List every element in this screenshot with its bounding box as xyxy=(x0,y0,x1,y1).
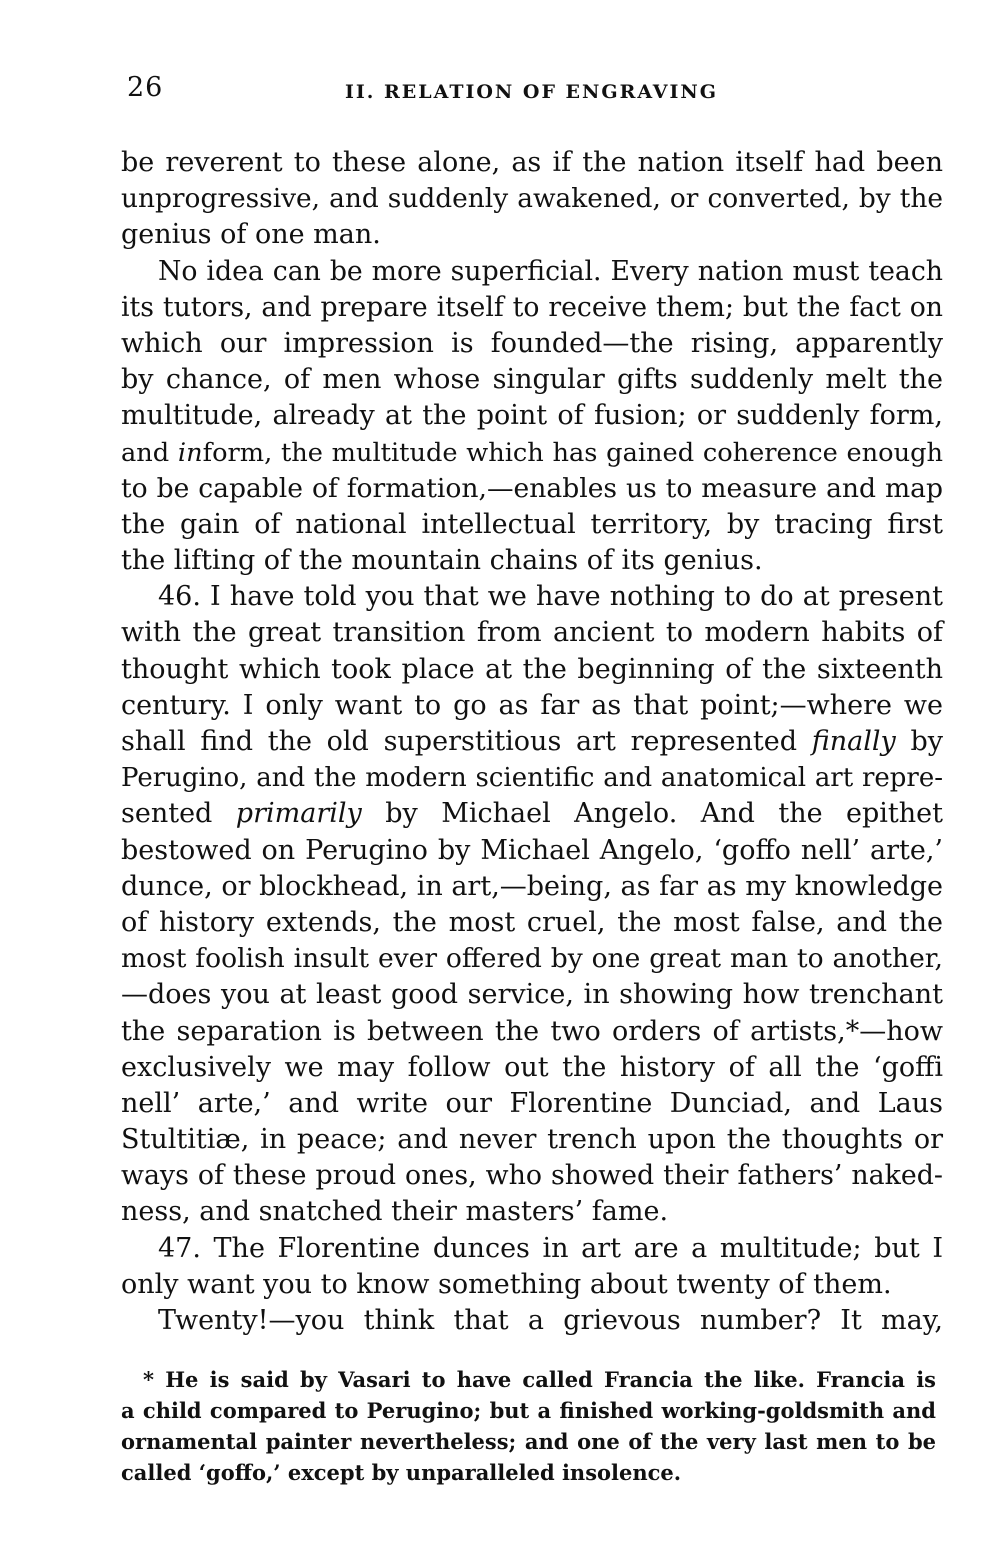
running-head: II. RELATION OF ENGRAVING xyxy=(345,81,718,103)
body-line: only want you to know something about twenty of them. xyxy=(121,1268,892,1300)
body-line: by chance, of men whose singular gifts suddenly melt the xyxy=(121,364,943,396)
body-line: 47. The Florentine dunces in art are a multitude; but I xyxy=(158,1232,943,1264)
footnote-line: * He is said by Vasari to have called Francia the like. Francia is xyxy=(143,1367,936,1392)
body-line: sented primarily by Michael Angelo. And the epithet xyxy=(121,798,944,830)
body-line: which our impression is founded—the rising, apparently xyxy=(121,327,943,359)
body-line: Twenty!—you think that a grievous number? It may, xyxy=(158,1305,943,1336)
body-line: most foolish insult ever offered by one great man to another, xyxy=(121,943,943,975)
footnote-line: a child compared to Perugino; but a finished working-goldsmith and xyxy=(121,1398,936,1423)
body-line: No idea can be more superficial. Every nation must teach xyxy=(158,255,943,287)
body-line: century. I only want to go as far as that point;—where we xyxy=(121,689,943,721)
footnote-line: ornamental painter nevertheless; and one of the very last men to be xyxy=(121,1429,936,1454)
body-line: be reverent to these alone, as if the nation itself had been xyxy=(121,147,943,178)
body-line: multitude, already at the point of fusion; or suddenly form, xyxy=(121,400,943,432)
body-line: ness, and snatched their masters’ fame. xyxy=(121,1196,669,1228)
body-line: shall find the old superstitious art represented finally by xyxy=(121,726,944,757)
page-header xyxy=(127,72,942,112)
body-line: the lifting of the mountain chains of its genius. xyxy=(121,545,763,577)
body-text xyxy=(121,145,943,1339)
body-line: unprogressive, and suddenly awakened, or converted, by the xyxy=(121,183,943,215)
body-line: of history extends, the most cruel, the most false, and the xyxy=(121,906,943,938)
body-line: the separation is between the two orders of artists,*—how xyxy=(121,1015,943,1047)
body-line: dunce, or blockhead, in art,—being, as far as my knowledge xyxy=(121,870,943,902)
body-line: Stultitiæ, in peace; and never trench upon the thoughts or xyxy=(121,1124,943,1156)
body-line: 46. I have told you that we have nothing to do at present xyxy=(158,581,943,613)
body-line: ways of these proud ones, who showed their fathers’ naked- xyxy=(121,1160,943,1192)
page-number: 26 xyxy=(127,72,164,103)
body-line: bestowed on Perugino by Michael Angelo, ‘goffo nell’ arte,’ xyxy=(121,834,943,866)
body-line: Perugino, and the modern scientific and anatomical art repre- xyxy=(121,763,943,794)
body-line: the gain of national intellectual territory, by tracing first xyxy=(121,508,943,540)
body-line: exclusively we may follow out the history of all the ‘goffi xyxy=(121,1051,943,1083)
footnote-line: called ‘goffo,’ except by unparalleled insolence. xyxy=(121,1460,682,1485)
body-line: and inform, the multitude which has gained coherence enough xyxy=(121,437,943,468)
body-line: —does you at least good service, in showing how trenchant xyxy=(121,979,943,1011)
body-line: genius of one man. xyxy=(121,219,381,251)
body-line: to be capable of formation,—enables us to measure and map xyxy=(121,472,943,504)
body-line: its tutors, and prepare itself to receive them; but the fact on xyxy=(121,291,943,323)
body-line: thought which took place at the beginning of the sixteenth xyxy=(121,653,943,685)
body-line: nell’ arte,’ and write our Florentine Dunciad, and Laus xyxy=(121,1087,943,1119)
body-line: with the great transition from ancient to modern habits of xyxy=(121,617,943,649)
footnotes xyxy=(121,1364,936,1488)
